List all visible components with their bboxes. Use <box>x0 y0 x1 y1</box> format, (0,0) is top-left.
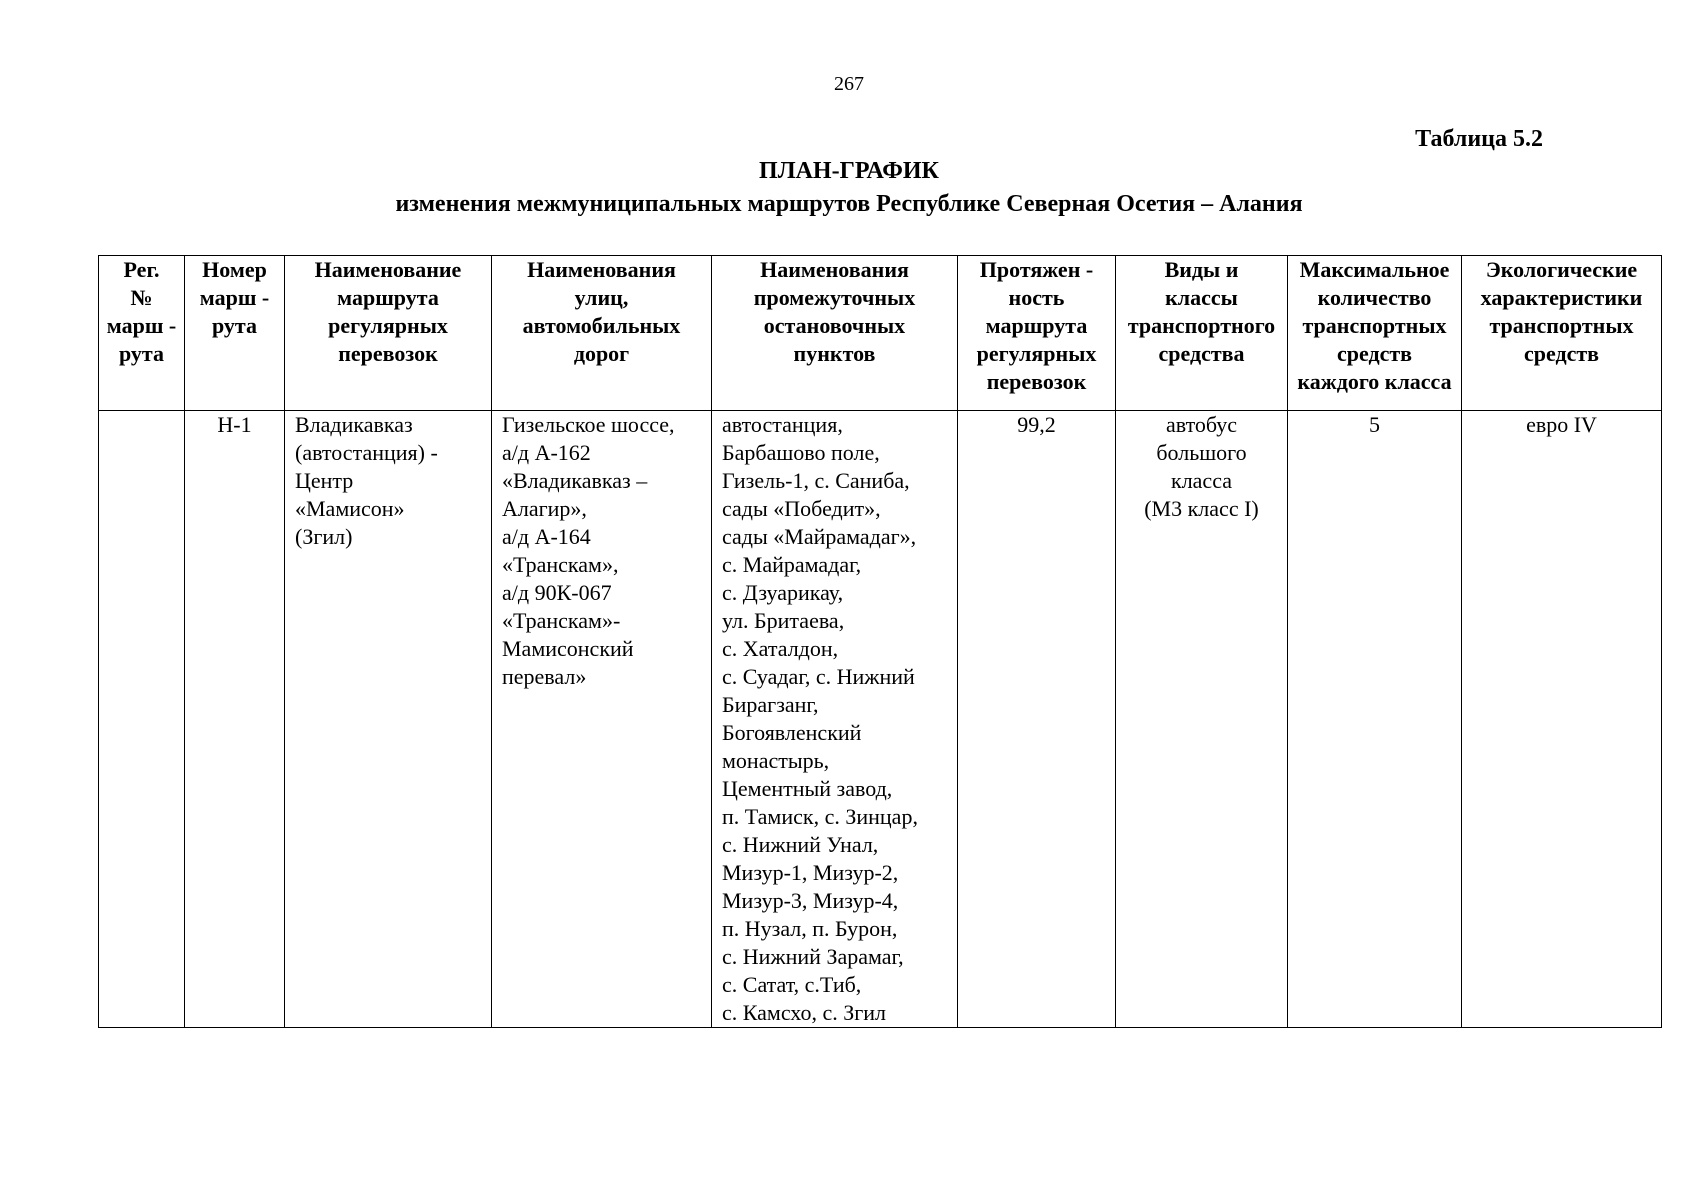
header-streets: Наименования улиц, автомобильных дорог <box>492 256 712 411</box>
cell-length: 99,2 <box>958 411 1116 1028</box>
header-stops: Наименования промежуточных остановочных пунктов <box>712 256 958 411</box>
table-row <box>99 411 1662 1028</box>
header-eco: Экологические характеристики транспортных средств <box>1462 256 1662 411</box>
header-row <box>99 256 1662 411</box>
header-reg-number: Рег. № марш - рута <box>99 256 185 411</box>
cell-eco: евро IV <box>1462 411 1662 1028</box>
header-length: Протяжен - ность маршрута регулярных перевозок <box>958 256 1116 411</box>
cell-stops: автостанция, Барбашово поле, Гизель-1, с. Саниба, сады «Победит», сады «Майрамадаг», с. Майрамадаг, с. Дзуарикау, ул. Бритаева, с. Хаталдон, с. Суадаг, с. Нижний Бирагзанг, Богоявленский монастырь, Цементный завод, п. Тамиск, с. Зинцар, с. Нижний Унал, Мизур-1, Мизур-2, Мизур-3, Мизур-4, п. Нузал, п. Бурон, с. Нижний Зарамаг, с. Сатат, с.Тиб, с. Камсхо, с. Згил <box>712 411 958 1028</box>
header-vehicle-class: Виды и классы транспортного средства <box>1116 256 1288 411</box>
cell-reg-number <box>99 411 185 1028</box>
header-route-name: Наименование маршрута регулярных перевозок <box>285 256 492 411</box>
schedule-table <box>98 255 1662 1028</box>
table-header <box>99 256 1662 411</box>
cell-route-name: Владикавказ (автостанция) - Центр «Мамисон» (Згил) <box>285 411 492 1028</box>
document-title: ПЛАН-ГРАФИК <box>759 158 939 184</box>
header-max-count: Максимальное количество транспортных средств каждого класса <box>1288 256 1462 411</box>
cell-vehicle-class: автобус большого класса (М3 класс I) <box>1116 411 1288 1028</box>
cell-route-number: Н-1 <box>185 411 285 1028</box>
cell-max-count: 5 <box>1288 411 1462 1028</box>
page-number: 267 <box>834 73 864 95</box>
document-subtitle: изменения межмуниципальных маршрутов Республике Северная Осетия – Алания <box>395 191 1303 217</box>
header-route-number: Номер марш - рута <box>185 256 285 411</box>
table-label: Таблица 5.2 <box>1415 126 1543 152</box>
cell-streets: Гизельское шоссе, а/д А-162 «Владикавказ – Алагир», а/д А-164 «Транскам», а/д 90К-067 «Транскам»- Мамисонский перевал» <box>492 411 712 1028</box>
table-body <box>99 411 1662 1028</box>
